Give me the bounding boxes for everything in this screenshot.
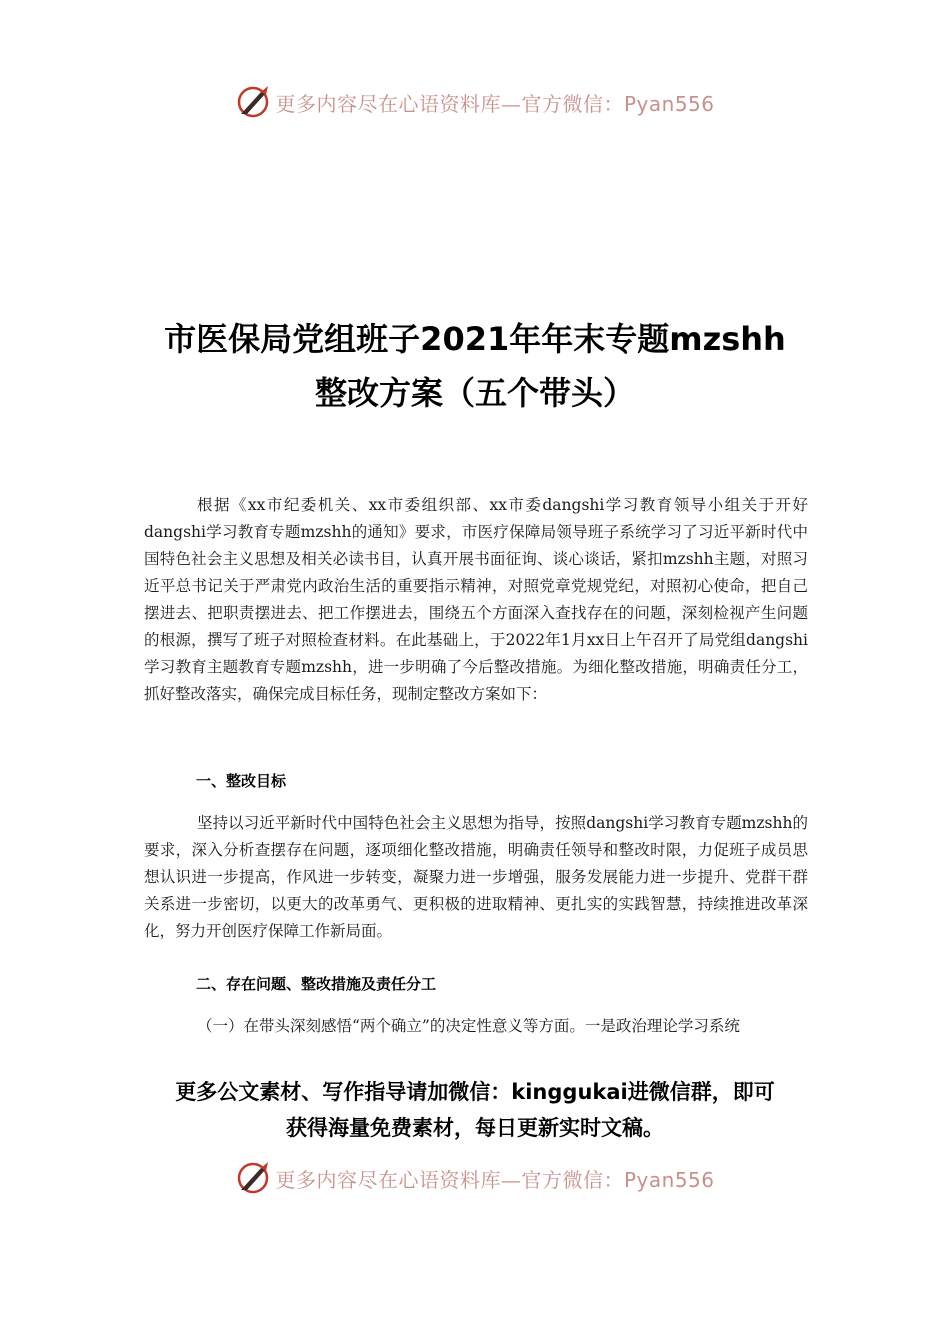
intro-paragraph: 根据《xx市纪委机关、xx市委组织部、xx市委dangshi学习教育领导小组关于开好dangshi学习教育专题mzshh的通知》要求，市医疗保障局领导班子系统学习了习近平新时代中国特色社会主义思想及相关必读书目，认真开展书面征询、谈心谈话，紧扣mzshh主题，对照习近平总书记关于严肃党内政治生活的重要指示精神，对照党章党规党纪，对照初心使命，把自己摆进去、把职责摆进去、把工作摆进去，围绕五个方面深入查找存在的问题，深刻检视产生问题的根源，撰写了班子对照检查材料。在此基础上，于2022年1月xx日上午召开了局党组dangshi学习教育主题教育专题mzshh，进一步明确了今后整改措施。为细化整改措施，明确责任分工，抓好整改落实，确保完成目标任务，现制定整改方案如下： [144,496,808,703]
watermark-text: 更多内容尽在心语资料库—官方微信：Pyan556 [275,1167,715,1192]
promo-notice [100,1074,850,1146]
promo-line-1: 更多公文素材、写作指导请加微信：kinggukai进微信群，即可 [175,1080,775,1104]
header-watermark [0,82,950,122]
section-1-heading: 一、整改目标 [196,772,287,790]
footer-watermark [0,1158,950,1198]
title-line-1: 市医保局党组班子2021年年末专题mzshh [164,320,786,358]
title-line-2: 整改方案（五个带头） [314,374,635,412]
promo-line-2: 获得海量免费素材，每日更新实时文稿。 [286,1116,664,1140]
section-2-heading: 二、存在问题、整改措施及责任分工 [196,975,437,993]
section-1-paragraph: 坚持以习近平新时代中国特色社会主义思想为指导，按照dangshi学习教育专题mzshh的要求，深入分析查摆存在问题，逐项细化整改措施，明确责任领导和整改时限，力促班子成员思想认识进一步提高，作风进一步转变，凝聚力进一步增强，服务发展能力进一步提升、党群干群关系进一步密切，以更大的改革勇气、更积极的进取精神、更扎实的实践智慧，持续推进改革深化，努力开创医疗保障工作新局面。 [144,814,808,940]
quill-logo-icon [235,84,271,120]
document-title [100,312,850,420]
watermark-text: 更多内容尽在心语资料库—官方微信：Pyan556 [275,91,715,116]
section-2-paragraph: （一）在带头深刻感悟“两个确立”的决定性意义等方面。一是政治理论学习系统 [197,1017,740,1035]
quill-logo-icon [235,1160,271,1196]
